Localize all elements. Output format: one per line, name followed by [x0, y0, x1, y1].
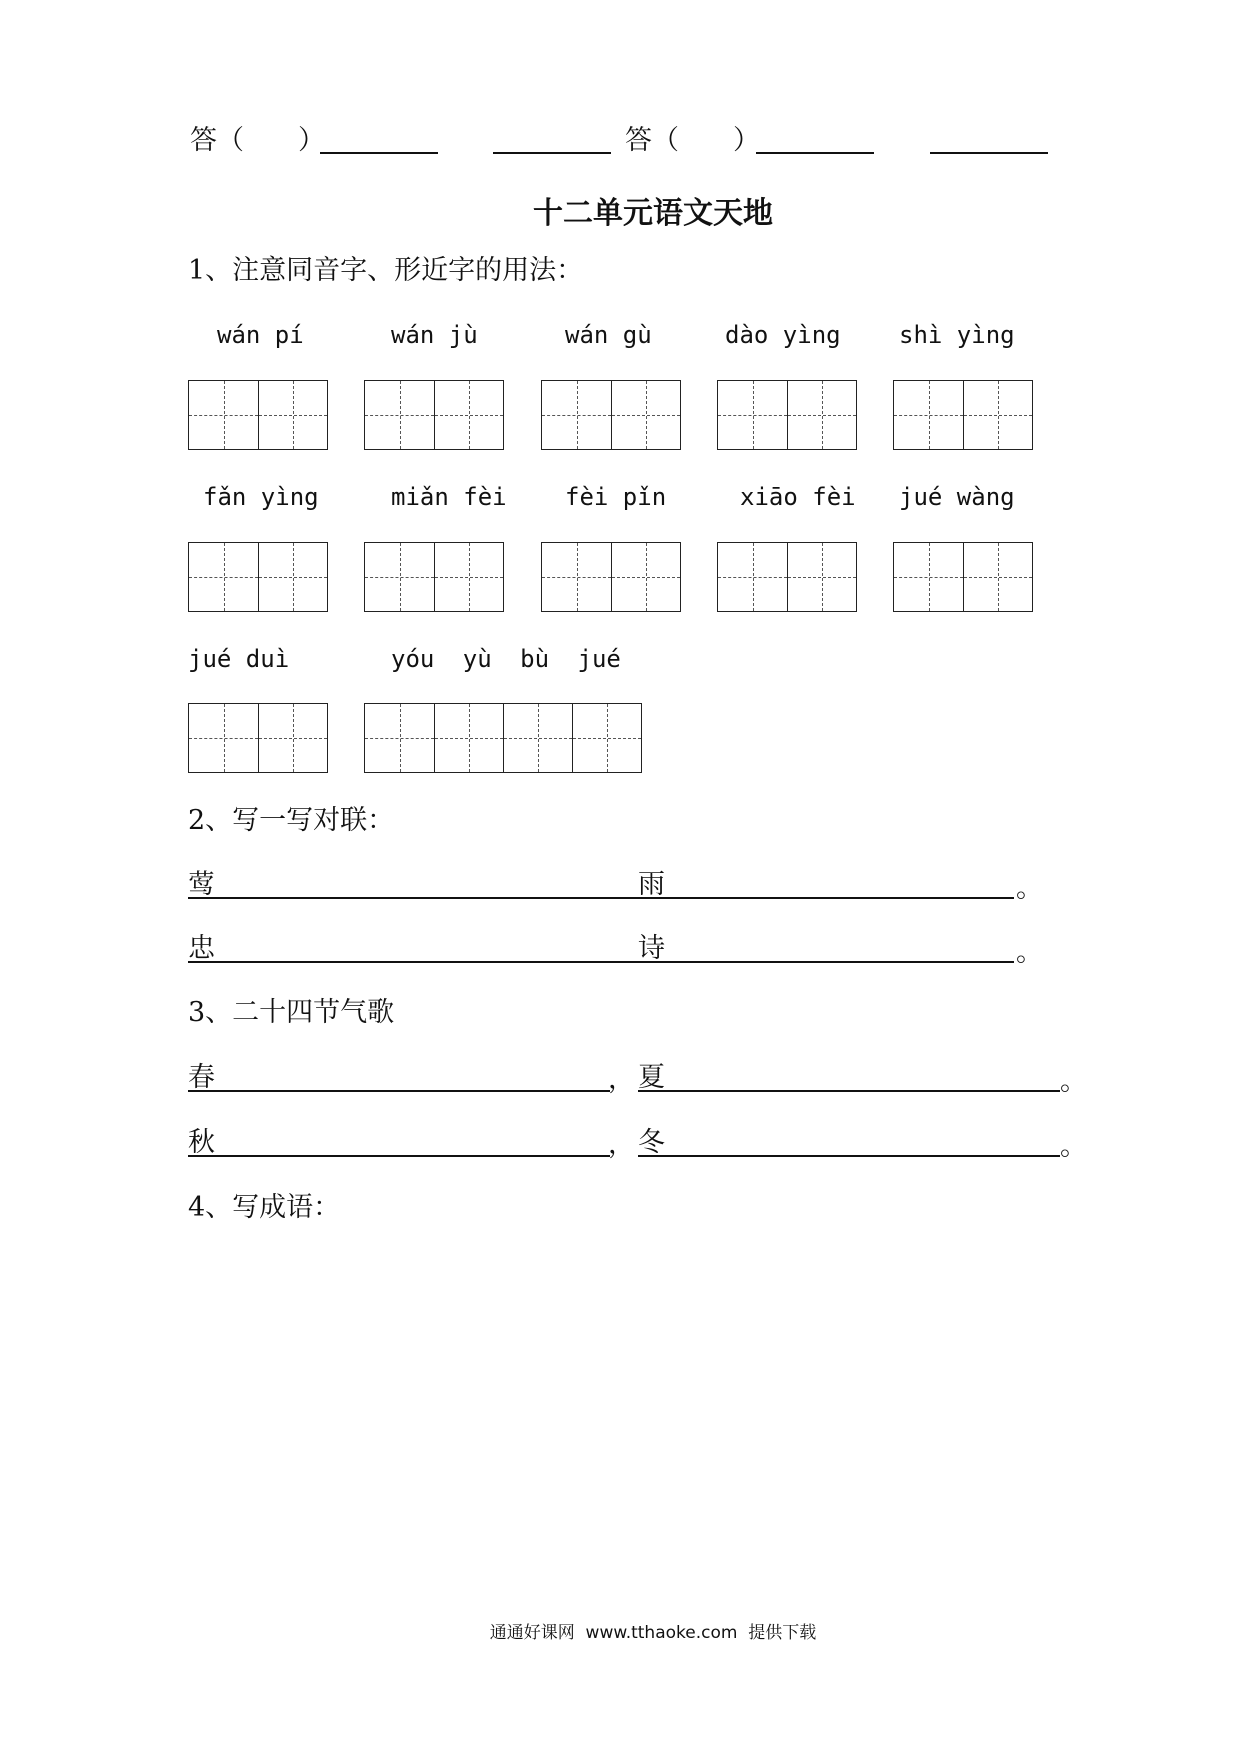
writing-grid[interactable]	[364, 380, 504, 450]
solar-term-char: 冬	[638, 1127, 665, 1158]
answer-blank-1[interactable]	[320, 152, 438, 154]
pinyin-label: miǎn fèi	[391, 483, 507, 511]
section3-heading: 3、二十四节气歌	[188, 997, 395, 1028]
couplet-start-char: 忠	[188, 933, 215, 964]
writing-grid[interactable]	[717, 380, 857, 450]
couplet-line-2[interactable]	[188, 961, 1014, 963]
period-mark: 。	[1060, 1131, 1087, 1162]
writing-grid[interactable]	[541, 542, 681, 612]
writing-grid[interactable]	[364, 542, 504, 612]
solar-term-blank[interactable]	[638, 1090, 1060, 1092]
pinyin-label: jué wàng	[899, 483, 1015, 511]
couplet-start-char: 莺	[188, 869, 215, 900]
writing-grid[interactable]	[188, 703, 328, 773]
answer-label-2: 答（ ）	[625, 125, 760, 156]
solar-term-blank[interactable]	[188, 1155, 610, 1157]
answer-blank-4[interactable]	[930, 152, 1048, 154]
solar-term-char: 春	[188, 1062, 215, 1093]
period-mark: 。	[1016, 873, 1043, 904]
pinyin-label: wán gù	[565, 321, 652, 349]
writing-grid[interactable]	[893, 542, 1033, 612]
footer-source: 通通好课网 www.tthaoke.com 提供下载	[489, 1623, 817, 1643]
pinyin-label: jué duì	[188, 645, 290, 673]
pinyin-label: fèi pǐn	[565, 483, 667, 511]
writing-grid[interactable]	[188, 380, 328, 450]
period-mark: 。	[1060, 1066, 1087, 1097]
couplet-second-char: 雨	[638, 869, 665, 900]
writing-grid[interactable]	[717, 542, 857, 612]
couplet-second-char: 诗	[638, 933, 665, 964]
section2-heading: 2、写一写对联：	[188, 805, 395, 836]
answer-blank-3[interactable]	[756, 152, 874, 154]
writing-grid[interactable]	[541, 380, 681, 450]
writing-grid[interactable]	[893, 380, 1033, 450]
writing-grid[interactable]	[188, 542, 328, 612]
pinyin-label: wán jù	[391, 321, 478, 349]
solar-term-char: 秋	[188, 1127, 215, 1158]
pinyin-label: wán pí	[217, 321, 304, 349]
pinyin-label: yóu yù bù jué	[391, 645, 621, 673]
solar-term-blank[interactable]	[188, 1090, 610, 1092]
section1-heading: 1、注意同音字、形近字的用法：	[188, 255, 584, 286]
solar-term-blank[interactable]	[638, 1155, 1060, 1157]
solar-term-char: 夏	[638, 1062, 665, 1093]
section4-heading: 4、写成语：	[188, 1192, 341, 1223]
writing-grid-idiom[interactable]	[364, 703, 642, 773]
couplet-line-1[interactable]	[188, 897, 1014, 899]
pinyin-label: dào yìng	[725, 321, 841, 349]
pinyin-label: fǎn yìng	[203, 483, 319, 511]
pinyin-label: shì yìng	[899, 321, 1015, 349]
comma-mark: ，	[608, 1064, 635, 1095]
period-mark: 。	[1016, 937, 1043, 968]
page-title: 十二单元语文天地	[533, 196, 773, 231]
comma-mark: ，	[608, 1129, 635, 1160]
answer-blank-2[interactable]	[493, 152, 611, 154]
pinyin-label: xiāo fèi	[740, 483, 856, 511]
answer-label-1: 答（ ）	[190, 125, 325, 156]
